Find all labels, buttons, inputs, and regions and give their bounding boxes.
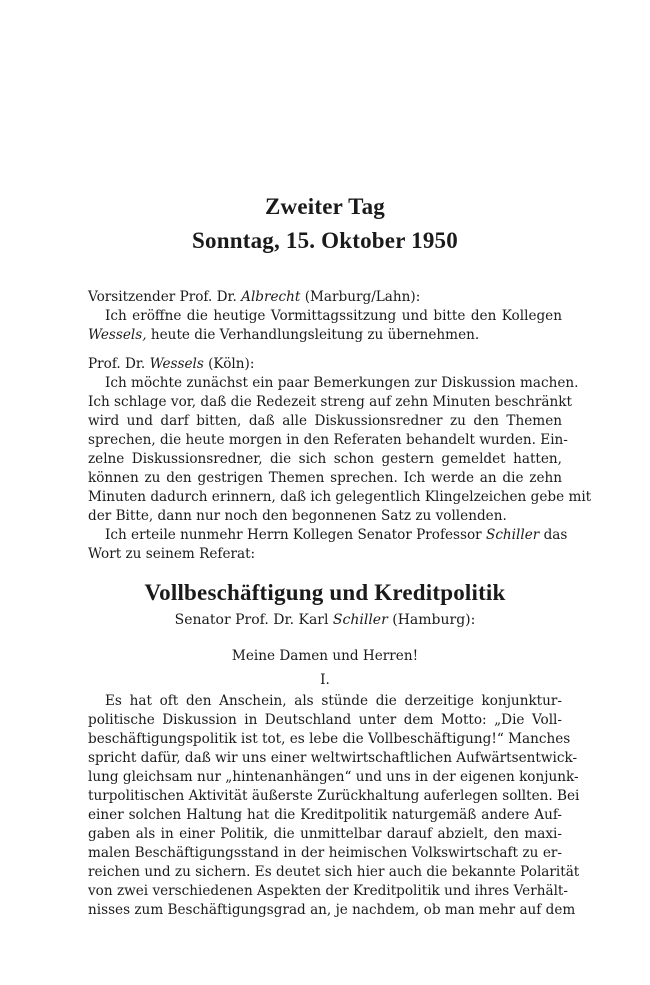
text-line: sprechen, die heute morgen in den Referaten behandelt wurden. Ein- bbox=[88, 432, 568, 448]
text-line: politische Diskussion in Deutschland unter dem Motto: „Die Voll- bbox=[88, 712, 562, 728]
speaker-suffix: (Marburg/Lahn): bbox=[300, 289, 421, 305]
text-line: einer solchen Haltung hat die Kreditpolitik naturgemäß andere Auf- bbox=[88, 807, 562, 823]
text-line: Minuten dadurch erinnern, daß ich gelegentlich Klingelzeichen gebe mit bbox=[88, 489, 592, 505]
author-suffix: (Hamburg): bbox=[387, 612, 476, 628]
salutation: Meine Damen und Herren! bbox=[231, 648, 419, 664]
speaker-wessels bbox=[88, 355, 562, 374]
text-line: beschäftigungspolitik ist tot, es lebe die Vollbeschäftigung!“ Manches bbox=[88, 731, 571, 747]
text-line: wird und darf bitten, daß alle Diskussionsredner zu den Themen bbox=[88, 413, 562, 429]
speaker-prefix: Vorsitzender Prof. Dr. bbox=[88, 289, 242, 305]
section-number: I. bbox=[320, 672, 330, 688]
text-line: zelne Diskussionsredner, die sich schon gestern gemeldet hatten, bbox=[88, 451, 562, 467]
text-line: Ich eröffne die heutige Vormittagssitzung und bitte den Kollegen bbox=[105, 308, 562, 324]
text-line: der Bitte, dann nur noch den begonnenen Satz zu vollenden. bbox=[88, 508, 507, 524]
speaker-prefix: Prof. Dr. bbox=[88, 356, 150, 372]
text-line: nisses zum Beschäftigungsgrad an, je nachdem, ob man mehr auf dem bbox=[88, 902, 576, 918]
speaker-name: Albrecht bbox=[241, 289, 301, 305]
text-line: spricht dafür, daß wir uns einer weltwirtschaftlichen Aufwärtsentwick- bbox=[88, 750, 578, 766]
text-line bbox=[88, 526, 568, 545]
document-page bbox=[88, 192, 592, 920]
date-title: Sonntag, 15. Oktober 1950 bbox=[192, 228, 458, 253]
speaker-suffix: (Köln): bbox=[203, 356, 255, 372]
name-schiller: Schiller bbox=[486, 527, 540, 543]
speaker-albrecht bbox=[88, 288, 562, 307]
text-fragment: das bbox=[539, 527, 568, 543]
author-name: Schiller bbox=[332, 612, 388, 628]
text-line: Ich möchte zunächst ein paar Bemerkungen zur Diskussion machen. bbox=[105, 375, 579, 391]
section-author bbox=[88, 610, 562, 630]
text-line: turpolitischen Aktivität äußerste Zurückhaltung auferlegen sollten. Bei bbox=[88, 788, 580, 804]
text-line: können zu den gestrigen Themen sprechen. Ich werde an die zehn bbox=[88, 470, 562, 486]
text-line: Ich schlage vor, daß die Redezeit streng auf zehn Minuten beschränkt bbox=[88, 394, 572, 410]
paragraph-lecture bbox=[88, 692, 580, 920]
paragraph-opening bbox=[88, 307, 562, 345]
text-line: lung gleichsam nur „hintenanhängen“ und uns in der eigenen konjunk- bbox=[88, 769, 579, 785]
paragraph-procedure bbox=[88, 374, 592, 526]
paragraph-handover bbox=[88, 526, 568, 564]
text-line: von zwei verschiedenen Aspekten der Kreditpolitik und ihres Verhält- bbox=[88, 883, 568, 899]
text-line: malen Beschäftigungsstand in der heimischen Volkswirtschaft zu er- bbox=[88, 845, 562, 861]
text-fragment: heute die Verhandlungsleitung zu übernehmen. bbox=[146, 327, 480, 343]
text-line: Wort zu seinem Referat: bbox=[88, 546, 256, 562]
text-line: reichen und zu sichern. Es deutet sich hier auch die bekannte Polarität bbox=[88, 864, 580, 880]
text-line: gaben als in einer Politik, die unmittelbar darauf abzielt, den maxi- bbox=[88, 826, 562, 842]
section-title: Vollbeschäftigung und Kreditpolitik bbox=[144, 580, 506, 605]
author-prefix: Senator Prof. Dr. Karl bbox=[174, 612, 333, 628]
text-fragment: Ich erteile nunmehr Herrn Kollegen Senator Professor bbox=[105, 527, 486, 543]
text-line bbox=[88, 326, 562, 345]
day-title: Zweiter Tag bbox=[265, 194, 385, 219]
name-wessels: Wessels, bbox=[88, 327, 147, 343]
text-line: Es hat oft den Anschein, als stünde die derzeitige konjunktur- bbox=[105, 693, 562, 709]
speaker-name: Wessels bbox=[149, 356, 204, 372]
